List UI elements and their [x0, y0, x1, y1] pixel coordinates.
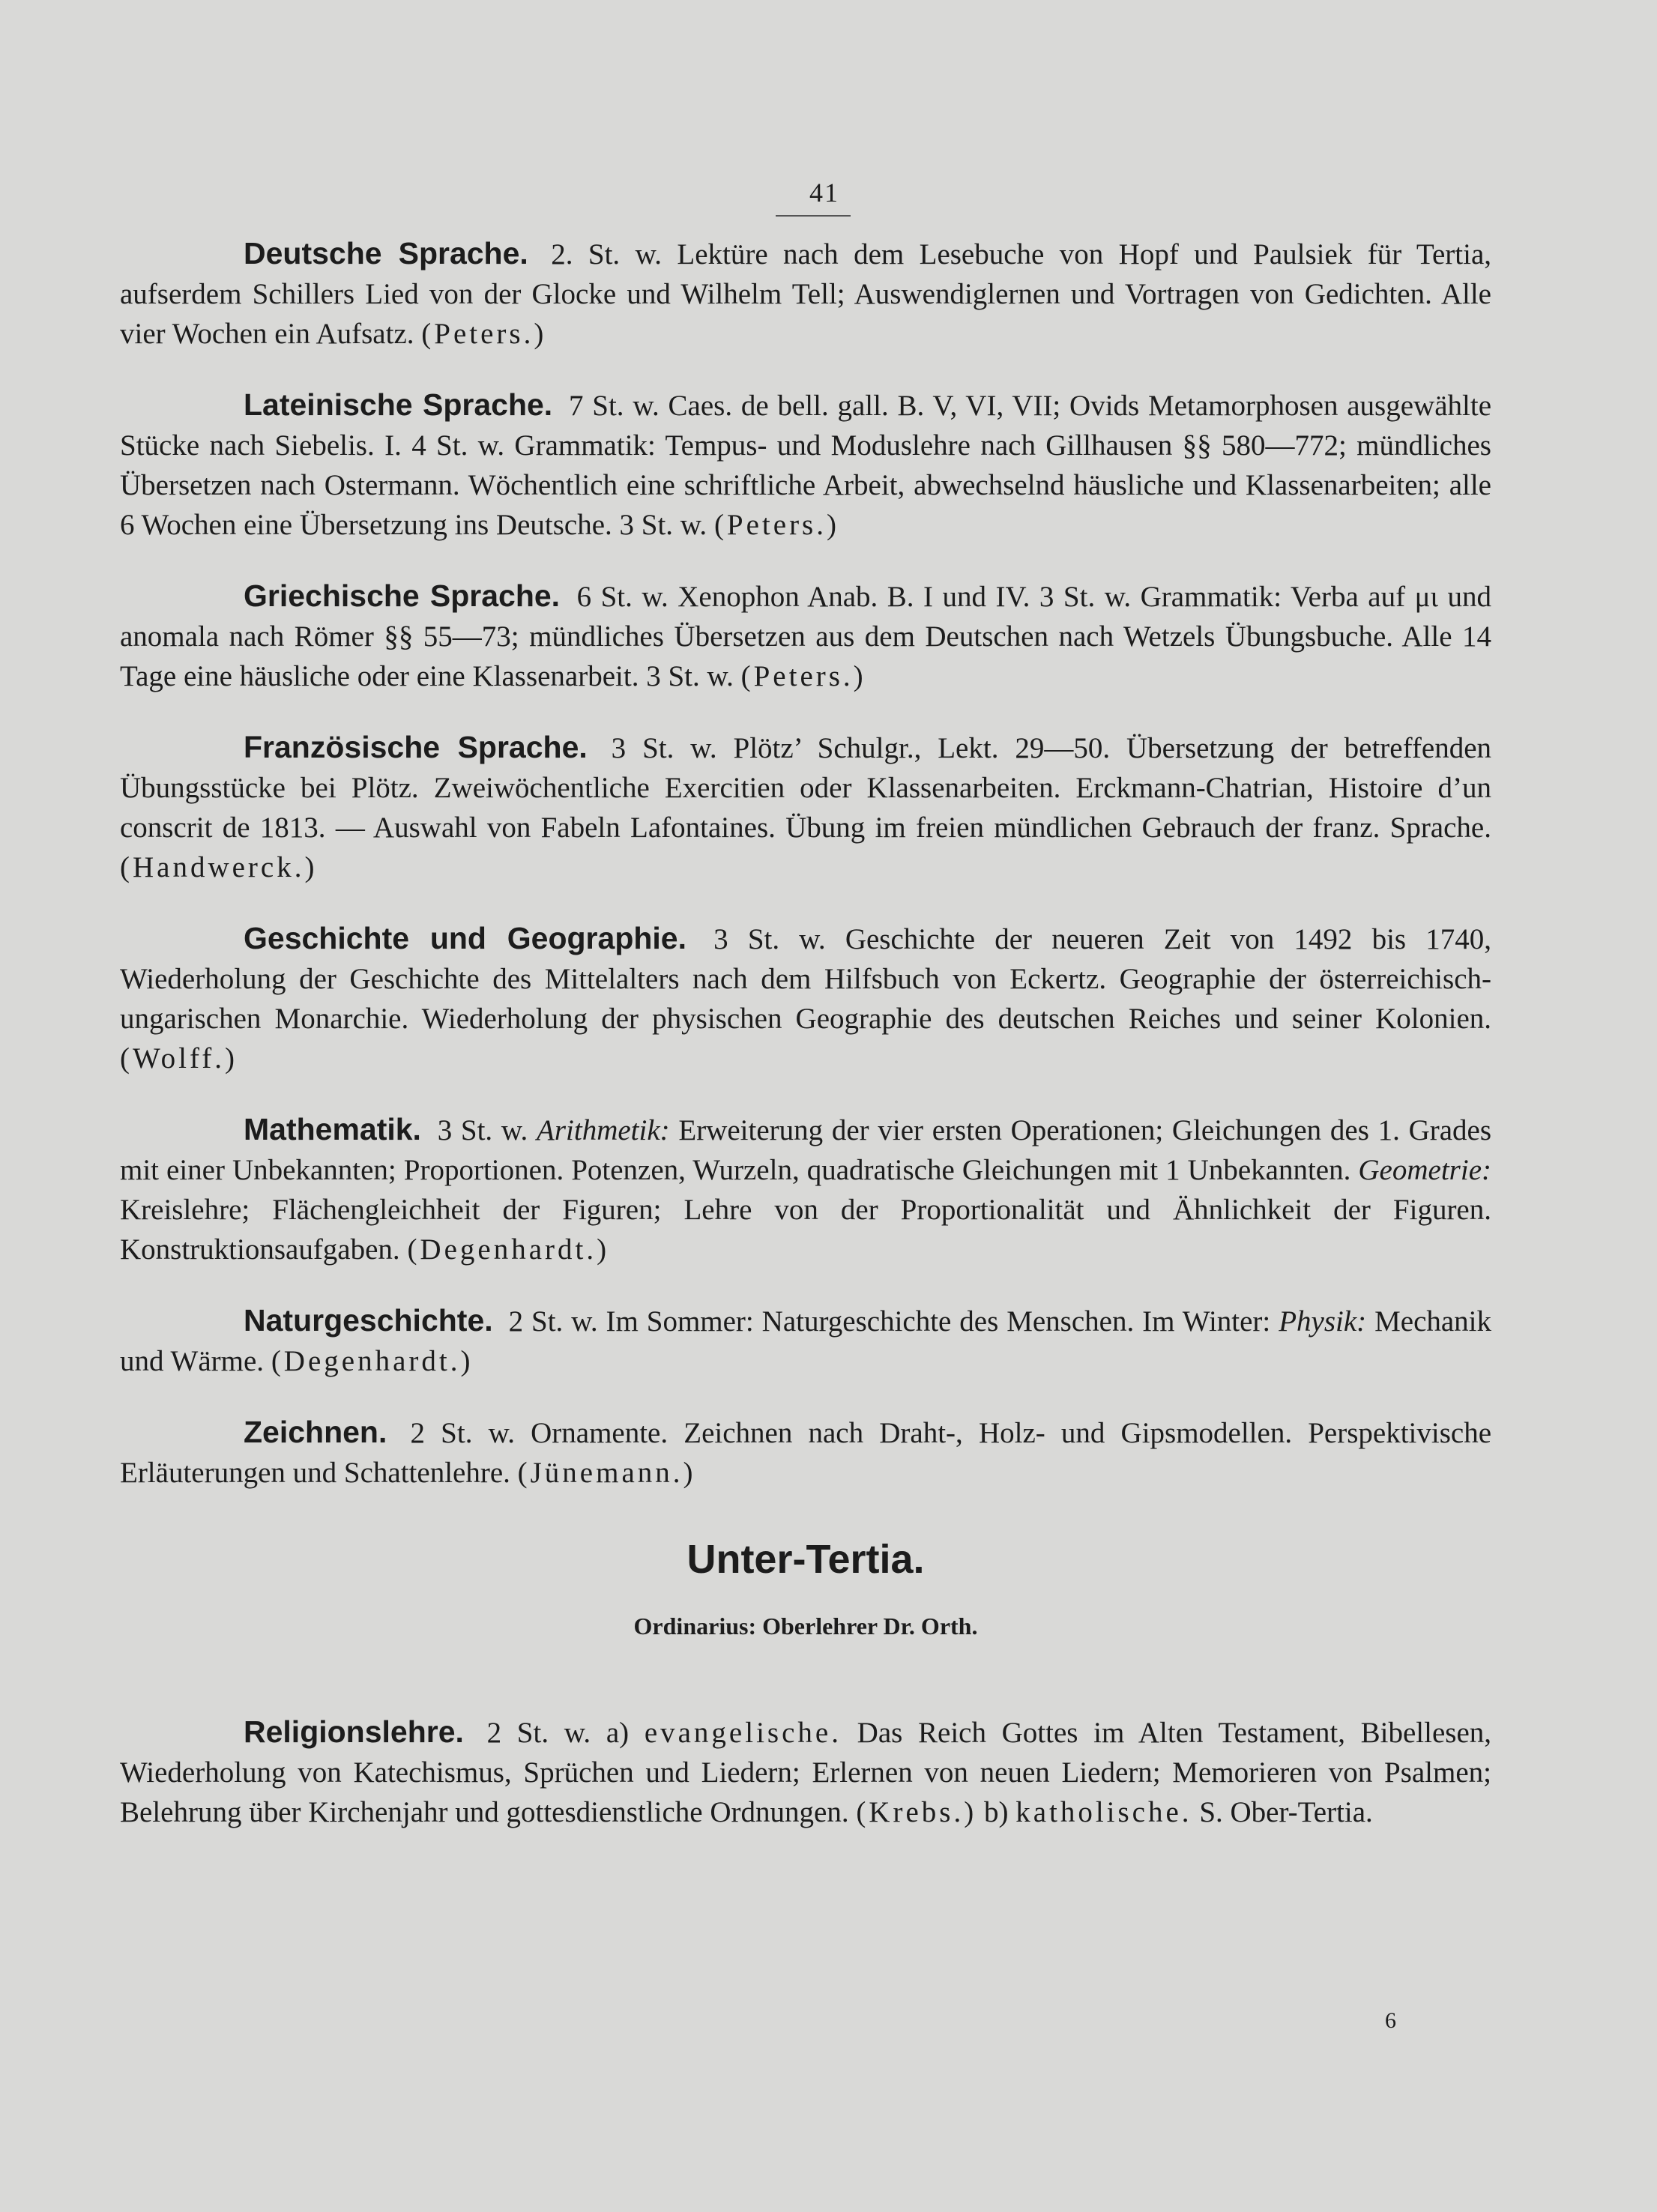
section-text: Kreislehre; Flächengleichheit der Figuren; Lehre von der Proportionalität und Ähnlichkeit der Figuren. Konstruktionsaufgaben.: [120, 1194, 1491, 1266]
section-text: 6 St. w. Xenophon Anab. B. I und IV. 3 St. w. Grammatik: Verba auf μι und anomala nach Römer §§ 55—73; mündliches Übersetzen aus dem Deutschen nach Wetzels Übungsbuche. Alle 14 Tage eine häusliche oder eine Klassenarbeit. 3 St. w.: [120, 581, 1491, 692]
teacher-name: (Degenhardt.): [407, 1233, 610, 1266]
physik-label: Physik:: [1279, 1305, 1367, 1338]
section-geschichte-geographie: [120, 919, 1491, 1078]
section-text: b): [983, 1796, 1009, 1828]
subject-title: Mathematik.: [244, 1112, 421, 1146]
subject-title: Deutsche Sprache.: [244, 236, 528, 271]
subject-title: Französische Sprache.: [244, 730, 588, 764]
teacher-name: (Degenhardt.): [271, 1345, 474, 1377]
section-text: 3 St. w. Geschichte der neueren Zeit von 1492 bis 1740, Wiederholung der Geschichte des Mittelalters nach dem Hilfsbuch von Eckertz. Geographie der österreichisch-ungarischen Monarchie. Wiederholung der physischen Geographie des deutschen Reiches und seiner Kolonien.: [120, 923, 1491, 1035]
section-text: Mechanik und Wärme.: [120, 1305, 1492, 1377]
teacher-name: (Krebs.): [856, 1796, 977, 1828]
evangelisch-label: evangelische.: [644, 1717, 842, 1749]
section-lateinische-sprache: [120, 385, 1491, 545]
section-zeichnen: [120, 1412, 1491, 1493]
subject-title: Griechische Sprache.: [244, 578, 561, 613]
section-text: S. Ober-Tertia.: [1199, 1796, 1373, 1828]
section-text: 2 St. w. Im Sommer: Naturgeschichte des Menschen. Im Winter:: [508, 1305, 1271, 1338]
katholisch-label: katholische.: [1015, 1796, 1192, 1828]
ordinarius-line: Ordinarius: Oberlehrer Dr. Orth.: [633, 1613, 978, 1640]
section-text: Das Reich Gottes im Alten Testament, Bibellesen, Wiederholung von Katechismus, Sprüchen und Liedern; Erlernen von neuen Liedern; Memorieren von Psalmen; Belehrung über Kirchenjahr und gottesdienstliche Ordnungen.: [120, 1717, 1492, 1828]
subject-title: Naturgeschichte.: [244, 1303, 493, 1338]
section-text: 2 St. w. a): [486, 1717, 630, 1749]
sheet-number: 6: [1385, 2008, 1396, 2033]
page-body: [120, 234, 1491, 1864]
section-griechische-sprache: [120, 576, 1491, 696]
teacher-name: (Handwerck.): [120, 851, 318, 883]
section-text: Erweiterung der vier ersten Operationen; Gleichungen des 1. Grades mit einer Unbekannten; Proportionen. Potenzen, Wurzeln, quadratische Gleichungen mit 1 Unbekannten.: [120, 1114, 1492, 1186]
arithmetik-label: Arithmetik:: [537, 1114, 670, 1146]
teacher-name: (Jünemann.): [517, 1457, 696, 1489]
section-mathematik: [120, 1110, 1491, 1269]
section-text: 3 St. w.: [437, 1114, 528, 1146]
class-heading: Unter-Tertia.: [686, 1537, 925, 1582]
teacher-name: (Peters.): [421, 318, 547, 350]
section-text: 7 St. w. Caes. de bell. gall. B. V, VI, VII; Ovids Metamorphosen ausgewählte Stücke nach Siebelis. I. 4 St. w. Grammatik: Tempus- und Moduslehre nach Gillhausen §§ 580—772; mündliches Übersetzen nach Ostermann. Wöchentlich eine schriftliche Arbeit, abwechselnd häusliche und Klassenarbeiten; alle 6 Wochen eine Übersetzung ins Deutsche. 3 St. w.: [120, 390, 1491, 541]
subject-title: Religionslehre.: [244, 1714, 464, 1749]
page-number: 41: [809, 178, 839, 208]
section-text: 2. St. w. Lektüre nach dem Lesebuche von Hopf und Paulsiek für Tertia, aufserdem Schillers Lied von der Glocke und Wilhelm Tell; Auswendiglernen und Vortragen von Gedichten. Alle vier Wochen ein Aufsatz.: [120, 238, 1492, 350]
geometrie-label: Geometrie:: [1358, 1154, 1491, 1186]
teacher-name: (Wolff.): [120, 1042, 238, 1075]
section-franzoesische-sprache: [120, 728, 1491, 887]
section-deutsche-sprache: [120, 234, 1491, 354]
section-text: 3 St. w. Plötz’ Schulgr., Lekt. 29—50. Übersetzung der betreffenden Übungsstücke bei Plötz. Zweiwöchentliche Exercitien oder Klassenarbeiten. Erckmann-Chatrian, Histoire d’un conscrit de 1813. — Auswahl von Fabeln Lafontaines. Übung im freien mündlichen Gebrauch der franz. Sprache.: [120, 732, 1491, 844]
teacher-name: (Peters.): [740, 660, 866, 692]
subject-title: Zeichnen.: [244, 1415, 387, 1449]
teacher-name: (Peters.): [713, 509, 839, 541]
section-text: 2 St. w. Ornamente. Zeichnen nach Draht-, Holz- und Gipsmodellen. Perspektivische Erläuterungen und Schattenlehre.: [120, 1417, 1491, 1489]
section-naturgeschichte: [120, 1301, 1491, 1381]
section-religionslehre: [120, 1712, 1491, 1832]
subject-title: Lateinische Sprache.: [244, 387, 553, 422]
page-number-rule: [776, 215, 851, 217]
subject-title: Geschichte und Geographie.: [244, 921, 686, 955]
